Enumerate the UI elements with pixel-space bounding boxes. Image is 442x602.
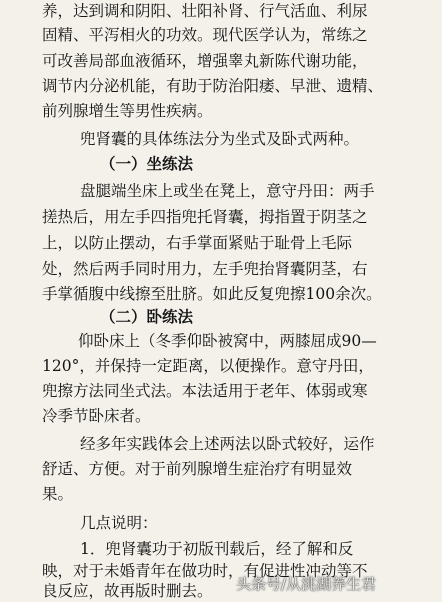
text-line: 映，对于未婚青年在做功时，有促进性冲动等不	[42, 562, 368, 580]
text-line: 120°，并保持一定距离，以便操作。意守丹田，	[42, 357, 374, 375]
text-line: 可改善局部血液循环，增强睾丸新陈代谢功能，	[42, 52, 368, 70]
text-line: 兜擦方法同坐式法。本法适用于老年、体弱或寒	[42, 382, 368, 400]
text-line: 经多年实践体会上述两法以卧式较好，运作	[80, 435, 375, 453]
text-line: 盘腿端坐床上或坐在凳上，意守丹田：两手	[80, 182, 375, 200]
section-heading: （二）卧练法	[100, 307, 194, 326]
text-line: 仰卧床上（冬季仰卧被窝中，两膝屈成90—	[78, 332, 377, 350]
text-line: 冷季节卧床者。	[42, 407, 151, 425]
text-line: 良反应，故再版时删去。	[42, 582, 213, 600]
watermark: 头条号/从洮湖养生君	[236, 575, 377, 593]
text-line: 搓热后，用左手四指兜托肾囊，拇指置于阴茎之	[42, 208, 368, 226]
text-line: 果。	[42, 485, 74, 503]
text-line: 上，以防止摆动，右手掌面紧贴于耻骨上毛际	[42, 234, 353, 252]
text-line: 养，达到调和阴阳、壮阳补肾、行气活血、利尿	[42, 2, 368, 20]
text-line: 1．兜肾囊功于初版刊载后，经了解和反	[80, 540, 354, 558]
section-heading: （一）坐练法	[100, 154, 194, 173]
text-line: 前列腺增生等男性疾病。	[42, 102, 213, 120]
text-line: 调节内分泌机能，有助于防治阳痿、早泄、遗精、	[42, 77, 384, 95]
text-line: 舒适、方便。对于前列腺增生症治疗有明显效	[42, 460, 353, 478]
text-line: 手掌循腹中线擦至肚脐。如此反复兜擦100余次。	[42, 285, 382, 303]
text-line: 处，然后两手同时用力，左手兜抬肾囊阴茎，右	[42, 260, 368, 278]
text-line: 几点说明：	[80, 514, 158, 532]
text-line: 兜肾囊的具体练法分为坐式及卧式两种。	[80, 130, 360, 148]
text-line: 固精、平泻相火的功效。现代医学认为，常练之	[42, 26, 368, 44]
